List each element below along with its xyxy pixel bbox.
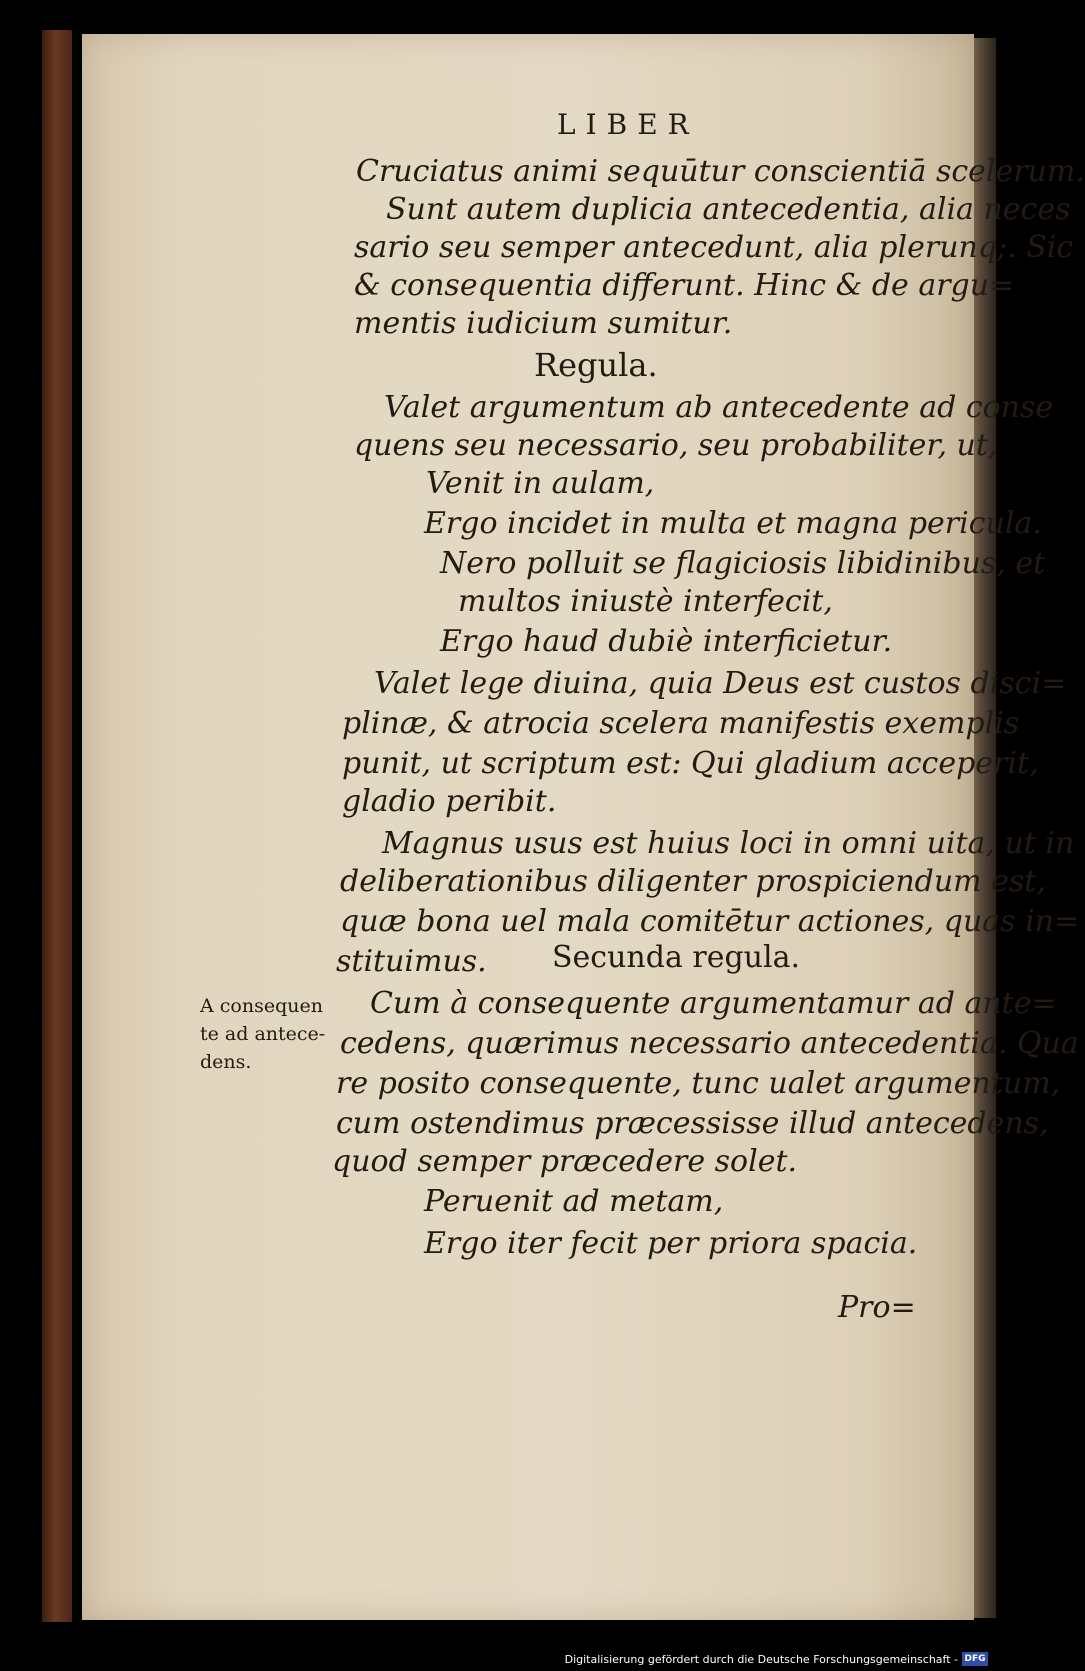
- text-line: cum ostendimus præcessisse illud antecedens,: [336, 1106, 1049, 1141]
- scanned-page: [82, 34, 1085, 1620]
- text-line: Cum à consequente argumentamur ad ante=: [370, 986, 1057, 1021]
- text-line: Ergo incidet in multa et magna pericula.: [424, 506, 1042, 541]
- running-head: LIBER: [557, 108, 699, 141]
- text-line: & consequentia differunt. Hinc & de argu=: [354, 268, 1015, 303]
- text-line: cedens, quærimus necessario antecedentia. Qua: [340, 1026, 1079, 1061]
- section-heading: Regula.: [534, 346, 658, 384]
- dfg-logo: DFG: [962, 1652, 988, 1666]
- text-line: Venit in aulam,: [426, 466, 655, 501]
- text-line: Ergo haud dubiè interficietur.: [440, 624, 893, 659]
- text-line: deliberationibus diligenter prospiciendum est,: [340, 864, 1046, 899]
- digitization-credit-bar: [0, 1648, 1000, 1671]
- text-line: gladio peribit.: [342, 784, 557, 819]
- marginal-note-line: dens.: [200, 1051, 252, 1073]
- text-line: Valet lege diuina, quia Deus est custos disci=: [374, 666, 1067, 701]
- section-heading: Secunda regula.: [552, 940, 801, 975]
- text-line: quod semper præcedere solet.: [332, 1144, 798, 1179]
- text-line: plinæ, & atrocia scelera manifestis exemplis: [342, 706, 1020, 741]
- text-line: Magnus usus est huius loci in omni uita, ut in: [382, 826, 1075, 861]
- marginal-note-line: te ad antece-: [200, 1023, 326, 1045]
- text-line: sario seu semper antecedunt, alia plerunq;. Sic: [354, 230, 1074, 265]
- text-line: mentis iudicium sumitur.: [354, 306, 733, 341]
- book-spine-edge: [42, 30, 72, 1622]
- catchword: Pro=: [838, 1290, 916, 1325]
- text-line: stituimus.: [336, 944, 487, 979]
- text-line: Ergo iter fecit per priora spacia.: [424, 1226, 918, 1261]
- text-line: quens seu necessario, seu probabiliter, ut,: [354, 428, 998, 463]
- text-line: Peruenit ad metam,: [424, 1184, 724, 1219]
- text-line: Sunt autem duplicia antecedentia, alia neces: [386, 192, 1071, 227]
- text-line: re posito consequente, tunc ualet argumentum,: [336, 1066, 1061, 1101]
- text-line: multos iniustè interfecit,: [458, 584, 833, 619]
- text-line: quæ bona uel mala comitētur actiones, quas in=: [340, 904, 1080, 939]
- marginal-note-line: A consequen: [200, 995, 323, 1017]
- text-line: punit, ut scriptum est: Qui gladium acceperit,: [342, 746, 1039, 781]
- digitization-credit: Digitalisierung gefördert durch die Deutsche Forschungsgemeinschaft -: [564, 1653, 958, 1666]
- text-line: Cruciatus animi sequūtur conscientiā scelerum.: [356, 154, 1085, 189]
- text-line: Valet argumentum ab antecedente ad conse: [384, 390, 1054, 425]
- text-line: Nero polluit se flagiciosis libidinibus, et: [440, 546, 1046, 581]
